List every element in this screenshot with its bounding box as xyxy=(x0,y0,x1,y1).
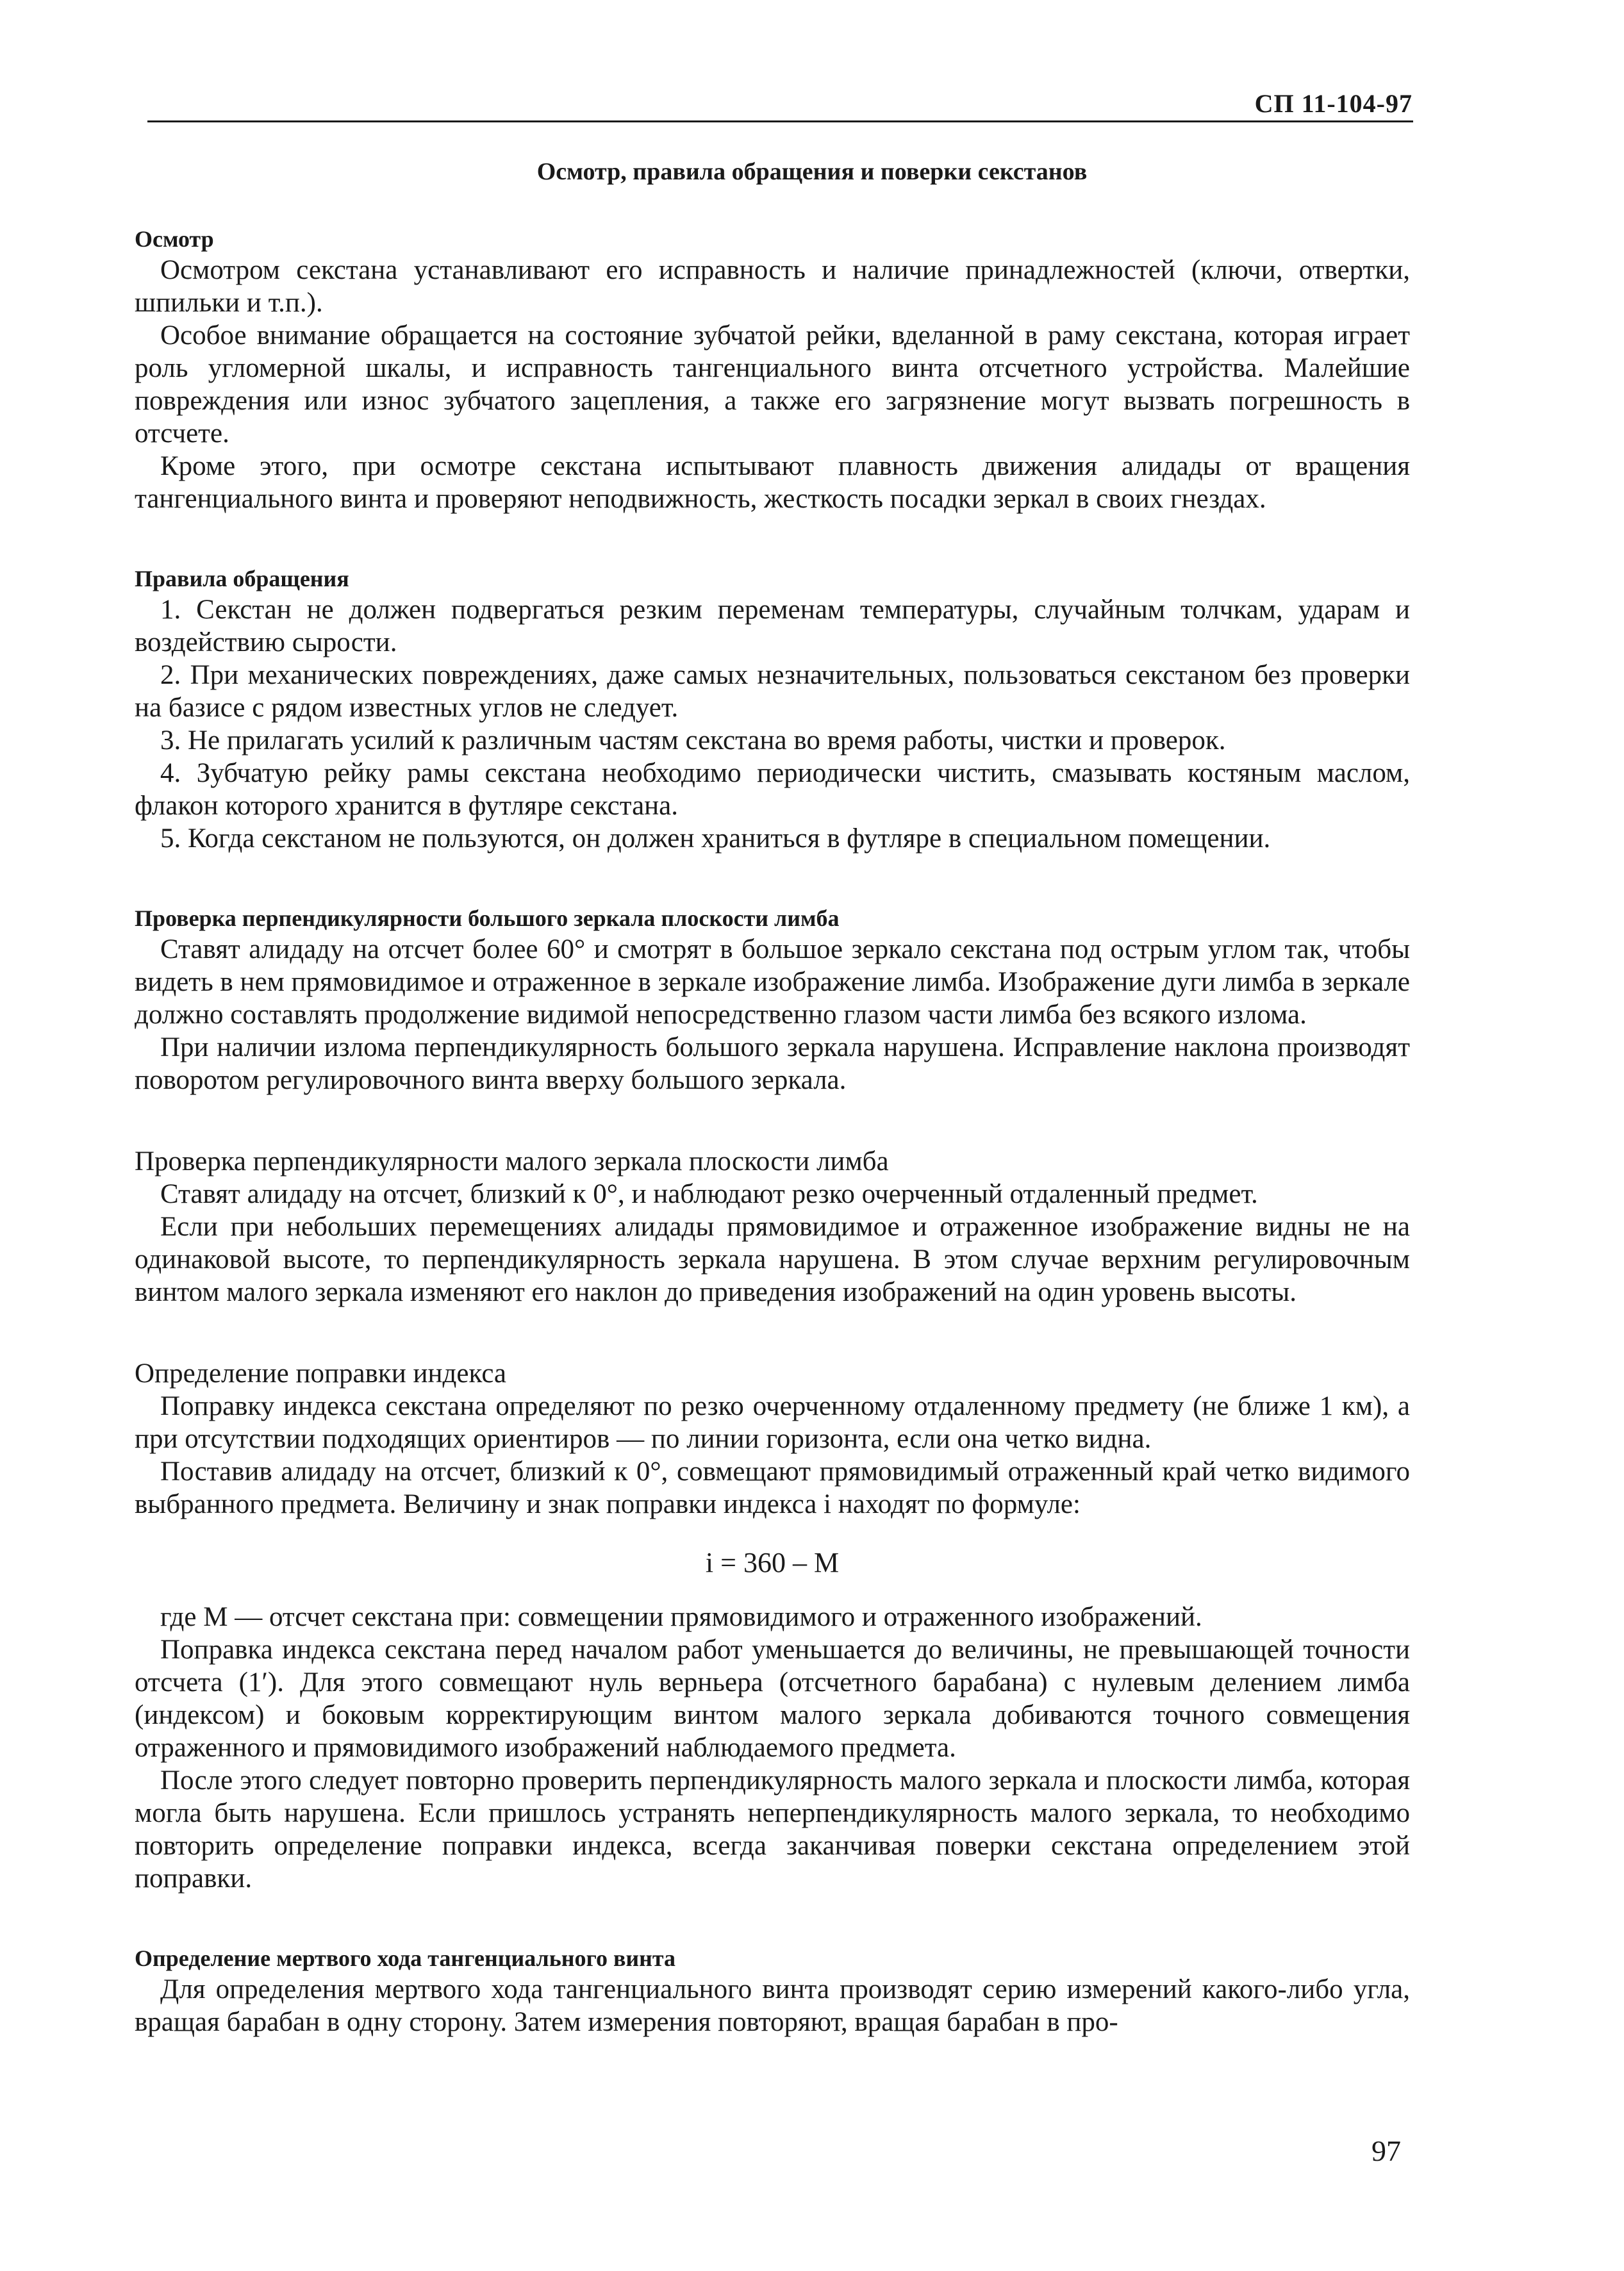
paragraph: Для определения мертвого хода тангенциального винта производят серию измерений какого-либо угла, вращая барабан в одну сторону. Затем измерения повторяют, вращая барабан в про- xyxy=(135,1974,1410,2037)
paragraph: Поправка индекса секстана перед началом работ уменьшается до величины, не превышающей точности отсчета (1′). Для этого совмещают нуль верньера (отсчетного барабана) с нулевым делением лимба (индексом) и боковым корректирующим винтом малого зеркала добиваются точного совмещения отраженного и прямовидимого изображений наблюдаемого предмета. xyxy=(135,1635,1410,1763)
section-inspection xyxy=(135,224,1410,515)
section-index-correction xyxy=(135,1357,1410,1895)
paragraph: При наличии излома перпендикулярность большого зеркала нарушена. Исправление наклона производят поворотом регулировочного винта вверху большого зеркала. xyxy=(135,1032,1410,1095)
section-heading: Проверка перпендикулярности большого зеркала плоскости лимба xyxy=(135,905,840,931)
page-title: Осмотр, правила обращения и поверки секстанов xyxy=(536,158,1088,185)
page-number: 97 xyxy=(1371,2135,1401,2167)
list-item: 5. Когда секстаном не пользуются, он должен храниться в футляре в специальном помещении. xyxy=(160,823,1271,854)
paragraph: После этого следует повторно проверить перпендикулярность малого зеркала и плоскости лимба, которая могла быть нарушена. Если пришлось устранять неперпендикулярность малого зеркала, то необходимо повторить определение поправки индекса, всегда заканчивая поверки секстана определением этой поправки. xyxy=(135,1765,1410,1894)
formula: i = 360 – M xyxy=(705,1547,840,1578)
list-item: 1. Секстан не должен подвергаться резким переменам температуры, случайным толчкам, ударам и воздействию сырости. xyxy=(135,595,1410,657)
paragraph: Если при небольших перемещениях алидады прямовидимое и отраженное изображение видны не на одинаковой высоте, то перпендикулярность зеркала нарушена. В этом случае верхним регулировочным винтом малого зеркала изменяют его наклон до приведения изображений на один уровень высоты. xyxy=(135,1212,1410,1307)
document-code: СП 11-104-97 xyxy=(1254,89,1413,118)
paragraph: Осмотром секстана устанавливают его исправность и наличие принадлежностей (ключи, отвертки, шпильки и т.п.). xyxy=(135,255,1410,318)
section-gap xyxy=(135,1895,1410,1944)
list-item: 4. Зубчатую рейку рамы секстана необходимо периодически чистить, смазывать костяным маслом, флакон которого хранится в футляре секстана. xyxy=(135,758,1410,821)
paragraph: Поставив алидаду на отсчет, близкий к 0°, совмещают прямовидимый отраженный край четко видимого выбранного предмета. Величину и знак поправки индекса i находят по формуле: xyxy=(135,1457,1410,1519)
paragraph: где M — отсчет секстана при: совмещении прямовидимого и отраженного изображений. xyxy=(160,1602,1202,1632)
paragraph: Ставят алидаду на отсчет более 60° и смотрят в большое зеркало секстана под острым углом так, чтобы видеть в нем прямовидимое и отраженное в зеркале изображение лимба. Изображение дуги лимба в зеркале должно составлять продолжение видимой непосредственно глазом части лимба без всякого излома. xyxy=(135,934,1410,1030)
document-body xyxy=(135,224,1410,2038)
section-heading: Правила обращения xyxy=(135,566,349,591)
section-gap xyxy=(135,515,1410,564)
section-gap xyxy=(135,1309,1410,1357)
paragraph: Особое внимание обращается на состояние зубчатой рейки, вделанной в раму секстана, которая играет роль угломерной шкалы, и исправность тангенциального винта отсчетного устройства. Малейшие повреждения или износ зубчатого зацепления, а также его загрязнение могут вызвать погрешность в отсчете. xyxy=(135,320,1410,449)
paragraph: Кроме этого, при осмотре секстана испытывают плавность движения алидады от вращения тангенциального винта и проверяют неподвижность, жесткость посадки зеркал в своих гнездах. xyxy=(135,451,1410,514)
section-small-mirror-check xyxy=(135,1145,1410,1309)
section-large-mirror-check xyxy=(135,904,1410,1096)
section-heading: Определение мертвого хода тангенциального винта xyxy=(135,1945,676,1971)
paragraph: Ставят алидаду на отсчет, близкий к 0°, и наблюдают резко очерченный отдаленный предмет. xyxy=(160,1179,1258,1209)
section-gap xyxy=(135,855,1410,904)
section-heading: Определение поправки индекса xyxy=(135,1358,507,1389)
section-heading: Осмотр xyxy=(135,226,214,252)
section-gap xyxy=(135,1096,1410,1145)
section-heading: Проверка перпендикулярности малого зеркала плоскости лимба xyxy=(135,1146,889,1177)
paragraph: Поправку индекса секстана определяют по резко очерченному отдаленному предмету (не ближе 1 км), а при отсутствии подходящих ориентиров — по линии горизонта, если она четко видна. xyxy=(135,1391,1410,1454)
header-rule xyxy=(147,120,1413,122)
list-item: 2. При механических повреждениях, даже самых незначительных, пользоваться секстаном без проверки на базисе с рядом известных углов не следует. xyxy=(135,660,1410,723)
section-handling-rules xyxy=(135,564,1410,855)
section-dead-travel xyxy=(135,1944,1410,2038)
list-item: 3. Не прилагать усилий к различным частям секстана во время работы, чистки и проверок. xyxy=(160,725,1226,756)
